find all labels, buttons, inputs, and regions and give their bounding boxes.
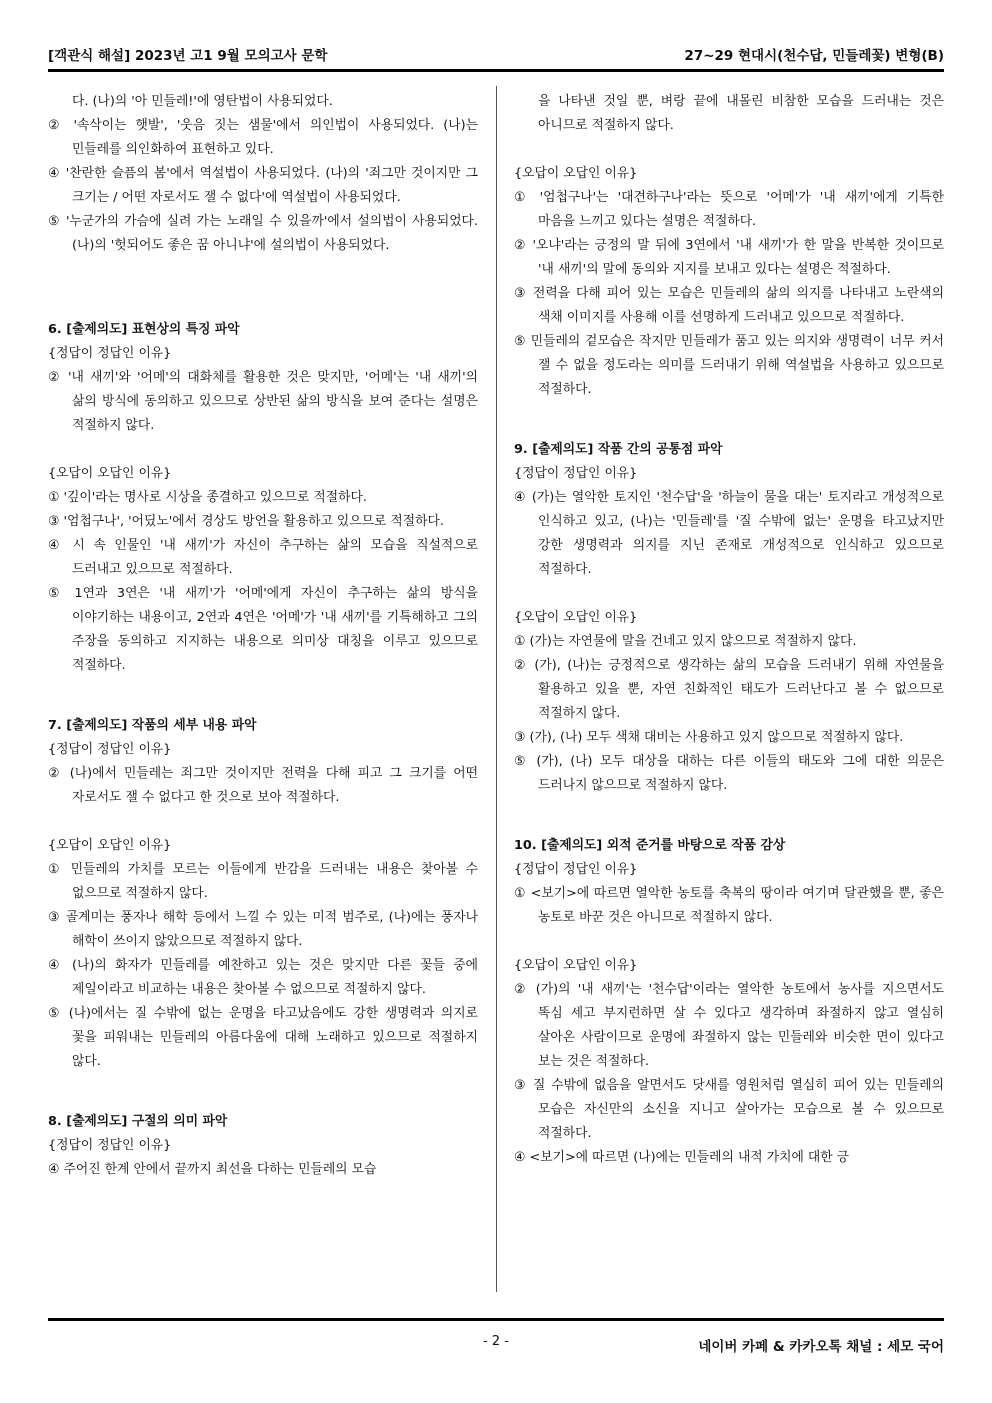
- column-divider: [496, 86, 497, 1292]
- list-item: ④ (나)의 화자가 민들레를 예찬하고 있는 것은 맞지만 다른 꽃들 중에 제일이라고 비교하는 내용은 찾아볼 수 없으므로 적절하지 않다.: [48, 958, 478, 997]
- list-item: ② (나)에서 민들레는 죄그만 것이지만 전력을 다해 피고 그 크기를 어떤 자로서도 잴 수 없다고 한 것으로 보아 적절하다.: [48, 766, 478, 805]
- header-subtitle: 27~29 현대시(천수답, 민들레꽃) 변형(B): [684, 48, 944, 64]
- list-item: ⑤ (가), (나) 모두 대상을 대하는 다른 이들의 태도와 그에 대한 의문은 드러나지 않으므로 적절하지 않다.: [514, 754, 944, 793]
- wrong-reason-label: {오답이 오답인 이유}: [514, 166, 638, 181]
- list-item: ⑤ 민들레의 겉모습은 작지만 민들레가 품고 있는 의지와 생명력이 너무 커서 잴 수 없을 정도라는 의미를 드러내기 위해 역설법을 사용하고 있으므로 적절하다.: [514, 334, 944, 397]
- wrong-reason-label: {오답이 오답인 이유}: [48, 838, 172, 853]
- list-item: ⑤ '누군가의 가슴에 실려 가는 노래일 수 있을까'에서 설의법이 사용되었다. (나)의 '헛되어도 좋은 꿈 아니냐'에 설의법이 사용되었다.: [48, 214, 478, 253]
- question-10-heading: 10. [출제의도] 외적 준거를 바탕으로 작품 감상: [514, 838, 786, 853]
- wrong-reason-label: {오답이 오답인 이유}: [514, 610, 638, 625]
- question-7-heading: 7. [출제의도] 작품의 세부 내용 파악: [48, 718, 257, 733]
- list-item: ① 민들레의 가치를 모르는 이들에게 반감을 드러내는 내용은 찾아볼 수 없으므로 적절하지 않다.: [48, 862, 478, 901]
- wrong-reason-label: {오답이 오답인 이유}: [514, 958, 638, 973]
- list-item: ① (가)는 자연물에 말을 건네고 있지 않으므로 적절하지 않다.: [514, 634, 857, 649]
- list-item: ④ <보기>에 따르면 (나)에는 민들레의 내적 가치에 대한 긍: [514, 1150, 850, 1165]
- list-item: ③ 전력을 다해 피어 있는 모습은 민들레의 삶의 의지를 나타내고 노란색의 색채 이미지를 사용해 이를 선명하게 드러내고 있으므로 적절하다.: [514, 286, 944, 325]
- list-item: ⑤ 1연과 3연은 '내 새끼'가 '어메'에게 자신이 추구하는 삶의 방식을 이야기하는 내용이고, 2연과 4연은 '어메'가 '내 새끼'를 기특해하고 그의 주장을 동의하고 지지하는 내용으로 의미상 대칭을 이루고 있으므로 적절하다.: [48, 586, 478, 673]
- right-column: [514, 90, 944, 1170]
- correct-reason-label: {정답이 정답인 이유}: [514, 862, 638, 877]
- list-item: ② '속삭이는 햇발', '웃음 짓는 샘물'에서 의인법이 사용되었다. (나)는 민들레를 의인화하여 표현하고 있다.: [48, 118, 478, 157]
- correct-reason-label: {정답이 정답인 이유}: [48, 1138, 172, 1153]
- list-item: ③ '엄첩구나', '어딨노'에서 경상도 방언을 활용하고 있으므로 적절하다.: [48, 514, 444, 529]
- list-item: ② (가)의 '내 새끼'는 '천수답'이라는 열악한 농토에서 농사를 지으면서도 똑심 세고 부지런하면 살 수 있다고 생각하며 좌절하지 않고 열심히 살아온 사람이므로 운명에 좌절하지 않는 민들레와 비슷한 면이 있다고 보는 것은 적절하다.: [514, 982, 944, 1069]
- question-6-heading: 6. [출제의도] 표현상의 특징 파악: [48, 322, 240, 337]
- question-8-heading: 8. [출제의도] 구절의 의미 파악: [48, 1114, 228, 1129]
- header-title: [객관식 해설] 2023년 고1 9월 모의고사 문학: [48, 48, 328, 64]
- list-item: ④ '찬란한 슬픔의 봄'에서 역설법이 사용되었다. (나)의 '죄그만 것이지만 그 크기는 / 어떤 자로서도 잴 수 없다'에 역설법이 사용되었다.: [48, 166, 478, 205]
- list-item: ① '깊이'라는 명사로 시상을 종결하고 있으므로 적절하다.: [48, 490, 367, 505]
- list-item: ① <보기>에 따르면 열악한 농토를 축복의 땅이라 여기며 달관했을 뿐, 좋은 농토로 바꾼 것은 아니므로 적절하지 않다.: [514, 886, 944, 925]
- list-item: ④ 주어진 한계 안에서 끝까지 최선을 다하는 민들레의 모습: [48, 1162, 377, 1177]
- left-column: [48, 90, 478, 1182]
- list-item: ③ (가), (나) 모두 색채 대비는 사용하고 있지 않으므로 적절하지 않다.: [514, 730, 904, 745]
- list-item: ② (가), (나)는 긍정적으로 생각하는 삶의 모습을 드러내기 위해 자연물을 활용하고 있을 뿐, 자연 친화적인 태도가 드러난다고 볼 수 없으므로 적절하지 않다.: [514, 658, 944, 721]
- list-item: ① '엄첩구나'는 '대견하구나'라는 뜻으로 '어메'가 '내 새끼'에게 기특한 마음을 느끼고 있다는 설명은 적절하다.: [514, 190, 944, 229]
- intro-continuation: 다. (나)의 '아 민들레!'에 영탄법이 사용되었다.: [72, 94, 333, 109]
- footer-rule: [48, 1318, 944, 1321]
- header-rule: [48, 69, 944, 72]
- page-header: [48, 44, 944, 66]
- list-item: ③ 골계미는 풍자나 해학 등에서 느낄 수 있는 미적 범주로, (나)에는 풍자나 해학이 쓰이지 않았으므로 적절하지 않다.: [48, 910, 478, 949]
- q8-continuation: 을 나타낸 것일 뿐, 벼랑 끝에 내몰린 비참한 모습을 드러내는 것은 아니므로 적절하지 않다.: [538, 94, 944, 133]
- list-item: ③ 질 수밖에 없음을 알면서도 닷새를 영원처럼 열심히 피어 있는 민들레의 모습은 자신만의 소신을 지니고 살아가는 모습으로 볼 수 있으므로 적절하다.: [514, 1078, 944, 1141]
- footer-channel: 네이버 카페 & 카카오톡 채널 : 세모 국어: [698, 1339, 944, 1355]
- question-9-heading: 9. [출제의도] 작품 간의 공통점 파악: [514, 442, 723, 457]
- page-number: - 2 -: [483, 1334, 509, 1349]
- list-item: ⑤ (나)에서는 질 수밖에 없는 운명을 타고났음에도 강한 생명력과 의지로 꽃을 피워내는 민들레의 아름다움에 대해 노래하고 있으므로 적절하지 않다.: [48, 1006, 478, 1069]
- list-item: ② '오냐'라는 긍정의 말 뒤에 3연에서 '내 새끼'가 한 말을 반복한 것이므로 '내 새끼'의 말에 동의와 지지를 보내고 있다는 설명은 적절하다.: [514, 238, 944, 277]
- correct-reason-label: {정답이 정답인 이유}: [48, 346, 172, 361]
- wrong-reason-label: {오답이 오답인 이유}: [48, 466, 172, 481]
- correct-reason-label: {정답이 정답인 이유}: [514, 466, 638, 481]
- correct-reason-label: {정답이 정답인 이유}: [48, 742, 172, 757]
- list-item: ② '내 새끼'와 '어메'의 대화체를 활용한 것은 맞지만, '어메'는 '내 새끼'의 삶의 방식에 동의하고 있으므로 상반된 삶의 방식을 보여 준다는 설명은 적절하지 않다.: [48, 370, 478, 433]
- list-item: ④ 시 속 인물인 '내 새끼'가 자신이 추구하는 삶의 모습을 직설적으로 드러내고 있으므로 적절하다.: [48, 538, 478, 577]
- list-item: ④ (가)는 열악한 토지인 '천수답'을 '하늘이 물을 대는' 토지라고 개성적으로 인식하고 있고, (나)는 '민들레'를 '질 수밖에 없는' 운명을 타고났지만 강한 생명력과 의지를 지닌 존재로 개성적으로 인식하고 있으므로 적절하다.: [514, 490, 944, 577]
